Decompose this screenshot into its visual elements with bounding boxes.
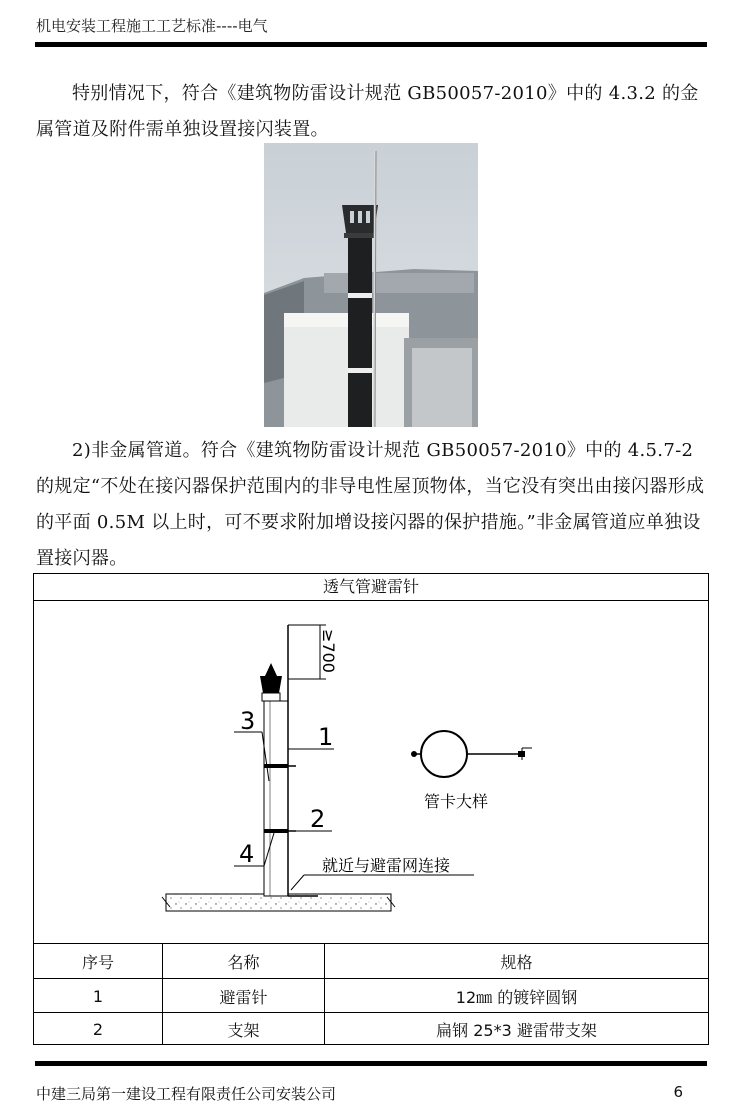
page-header: 机电安装工程施工工艺标准----电气	[36, 17, 268, 35]
pipe-clamp-detail	[411, 731, 532, 811]
row-no: 2	[34, 1013, 163, 1045]
row-name: 支架	[163, 1013, 325, 1045]
detail-title: 透气管避雷针	[34, 574, 708, 601]
footer-divider	[35, 1061, 707, 1066]
footer-company: 中建三局第一建设工程有限责任公司安装公司	[36, 1085, 337, 1103]
callout-1: 1	[318, 723, 334, 751]
paragraph-metal-pipes-text: 特别情况下，符合《建筑物防雷设计规范 GB50057-2010》中的 4.3.2 的金属管道及附件需单独设置接闪装置。	[36, 83, 699, 140]
paragraph-non-metal-pipes-text: 2)非金属管道。符合《建筑物防雷设计规范 GB50057-2010》中的 4.5.7-2 的规定“不处在接闪器保护范围内的非导电性屋顶物体，当它没有突出由接闪器形成的平面 0.5M 以上时，可不要求附加增设接闪器的保护措施。”非金属管道应单独设置接闪器。	[36, 440, 705, 569]
clamp-label: 管卡大样	[424, 792, 489, 811]
table-row	[34, 978, 708, 1013]
table-header-row	[34, 943, 708, 979]
page-number: 6	[673, 1083, 683, 1101]
row-spec: 12㎜ 的镀锌圆钢	[455, 987, 578, 1007]
paragraph-non-metal-pipes	[36, 433, 708, 577]
rooftop-vent-pipe-photo	[264, 143, 478, 427]
table-row	[34, 1012, 708, 1045]
connection-note: 就近与避雷网连接	[322, 856, 451, 875]
column-header-no: 序号	[34, 944, 163, 979]
row-spec: 扁钢 25*3 避雷带支架	[436, 1020, 597, 1040]
column-header-name: 名称	[163, 944, 325, 979]
paragraph-metal-pipes	[36, 76, 708, 148]
row-name: 避雷针	[163, 979, 325, 1013]
callout-3: 3	[240, 707, 256, 735]
vent-pipe-lightning-rod-drawing	[34, 601, 708, 943]
row-no: 1	[34, 979, 163, 1013]
callout-2: 2	[310, 805, 326, 833]
callout-4: 4	[239, 840, 255, 868]
header-divider	[35, 42, 707, 47]
lightning-rod-detail-table	[33, 573, 709, 1045]
column-header-spec: 规格	[500, 953, 533, 972]
dimension-label: ≥700	[319, 629, 338, 673]
